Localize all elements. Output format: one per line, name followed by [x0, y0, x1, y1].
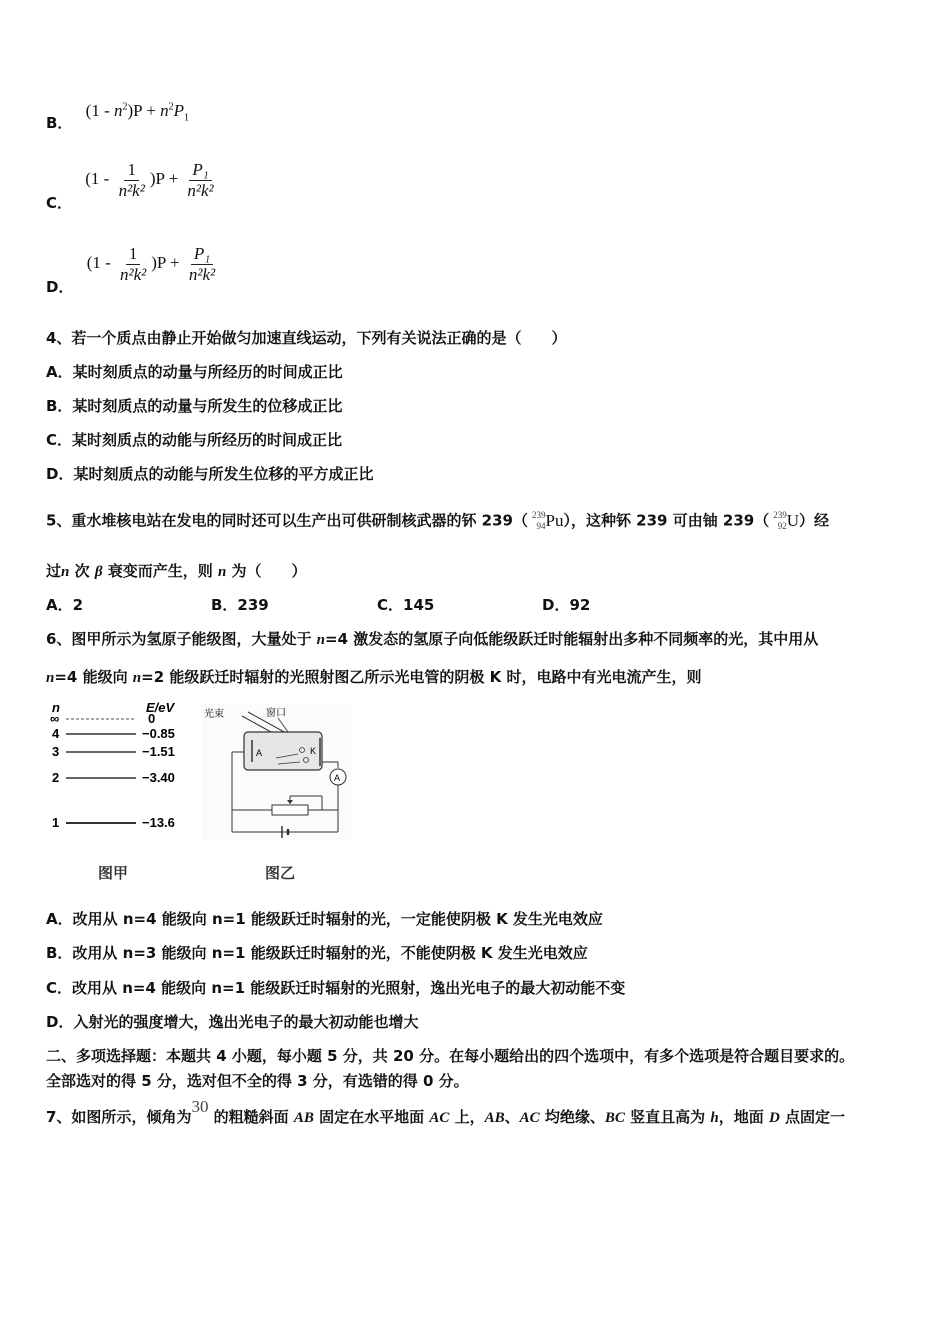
level-e-1: −13.6: [142, 815, 175, 830]
fig2-caption: 图乙: [265, 864, 296, 882]
cathode-label: K: [310, 746, 317, 756]
q6-option-a: A．改用从 n=4 能级向 n=1 能级跃迁时辐射的光，一定能使阴极 K 发生光电效应: [46, 910, 603, 928]
energy-level-diagram: [44, 698, 194, 838]
pu-nuclide-numbers: 239 94: [531, 510, 546, 531]
option-d: [46, 244, 220, 297]
fig1-caption: 图甲: [98, 864, 129, 882]
option-b: [46, 101, 189, 135]
level-n-4: 4: [52, 726, 60, 741]
option-d-expression: (1 - $\frac{1}{\text{n²k²}}$ )P + $\frac{\text{P₁}}{\text{n²k²}}$: [86, 244, 216, 284]
level-e-inf: 0: [148, 711, 156, 726]
level-e-2: −3.40: [142, 770, 175, 785]
option-label: D．: [46, 278, 74, 297]
q7-angle: 30: [191, 1097, 209, 1116]
q6-option-c: C．改用从 n=4 能级向 n=1 能级跃迁时辐射的光照射，逸出光电子的最大初动能不变: [46, 979, 626, 997]
option-c-expression: (1 - $\frac{1}{\text{n²k²}}$ )P + $\frac{\text{P₁}}{\text{n²k²}}$: [85, 160, 214, 200]
rheostat: [272, 805, 308, 815]
level-n-1: 1: [52, 815, 60, 830]
option-label: C．: [46, 194, 73, 213]
level-n-2: 2: [52, 770, 60, 785]
u-nuclide-numbers: 239 92: [773, 510, 787, 531]
pu-symbol: Pu: [545, 511, 564, 530]
q4-option-d: D．某时刻质点的动能与所发生位移的平方成正比: [46, 465, 374, 483]
q6-option-b: B．改用从 n=3 能级向 n=1 能级跃迁时辐射的光，不能使阴极 K 发生光电效应: [46, 944, 588, 962]
option-c: [46, 160, 219, 213]
q4-stem: 4、若一个质点由静止开始做匀加速直线运动，下列有关说法正确的是（ ）: [46, 329, 567, 347]
q6-stem-line2: n=4 能级向 n=2 能级跃迁时辐射的光照射图乙所示光电管的阴极 K 时，电路中有光电流产生，则: [46, 668, 702, 686]
q5-option-c: C．145: [377, 596, 435, 614]
anode-label: A: [256, 748, 263, 758]
q4-option-b: B．某时刻质点的动量与所发生的位移成正比: [46, 397, 343, 415]
u-symbol: U: [786, 511, 800, 530]
q6-option-d: D．入射光的强度增大，逸出光电子的最大初动能也增大: [46, 1013, 419, 1031]
section2-line2: 全部选对的得 5 分，选对但不全的得 3 分，有选错的得 0 分。: [46, 1072, 469, 1090]
phototube-circuit-diagram: [202, 704, 352, 840]
level-e-3: −1.51: [142, 744, 175, 759]
level-n-inf: ∞: [50, 711, 60, 726]
section2-line1: 二、多项选择题：本题共 4 小题，每小题 5 分，共 20 分。在每小题给出的四个选项中，有多个选项是符合题目要求的。: [46, 1047, 855, 1065]
option-label: B．: [46, 114, 73, 132]
q6-stem-line1: 6、图甲所示为氢原子能级图，大量处于 n=4 激发态的氢原子向低能级跃迁时能辐射出多种不同频率的光，其中用从: [46, 630, 819, 648]
q5-stem-line1: 5、重水堆核电站在发电的同时还可以生产出可供研制核武器的钚 239（ 239 94 Pu），这种钚 239 可由铀 239（ 239 92 U）经: [46, 510, 830, 531]
e-header: E/eV: [146, 700, 175, 715]
q5-option-b: B．239: [211, 596, 269, 614]
q5-option-a: A．2: [46, 596, 84, 614]
q4-option-c: C．某时刻质点的动能与所经历的时间成正比: [46, 431, 343, 449]
light-beam-label: 光束: [204, 709, 224, 720]
q5-stem-line2: 过n 次 β 衰变而产生，则 n 为（ ）: [46, 562, 307, 580]
ammeter-label: A: [334, 773, 341, 783]
option-b-expression: $(1 - n^2)P + n^2P_1$: [85, 101, 189, 124]
window-label: 窗口: [266, 708, 286, 719]
q7-stem: 7、如图所示，倾角为30 的粗糙斜面 AB 固定在水平地面 AC 上，AB、AC 均绝缘、BC 竖直且高为 h，地面 D 点固定一: [46, 1097, 846, 1126]
q4-option-a: A．某时刻质点的动量与所经历的时间成正比: [46, 363, 343, 381]
n-header: n: [52, 700, 60, 715]
level-e-4: −0.85: [142, 726, 175, 741]
level-n-3: 3: [52, 744, 60, 759]
q5-option-d: D．92: [542, 596, 591, 614]
